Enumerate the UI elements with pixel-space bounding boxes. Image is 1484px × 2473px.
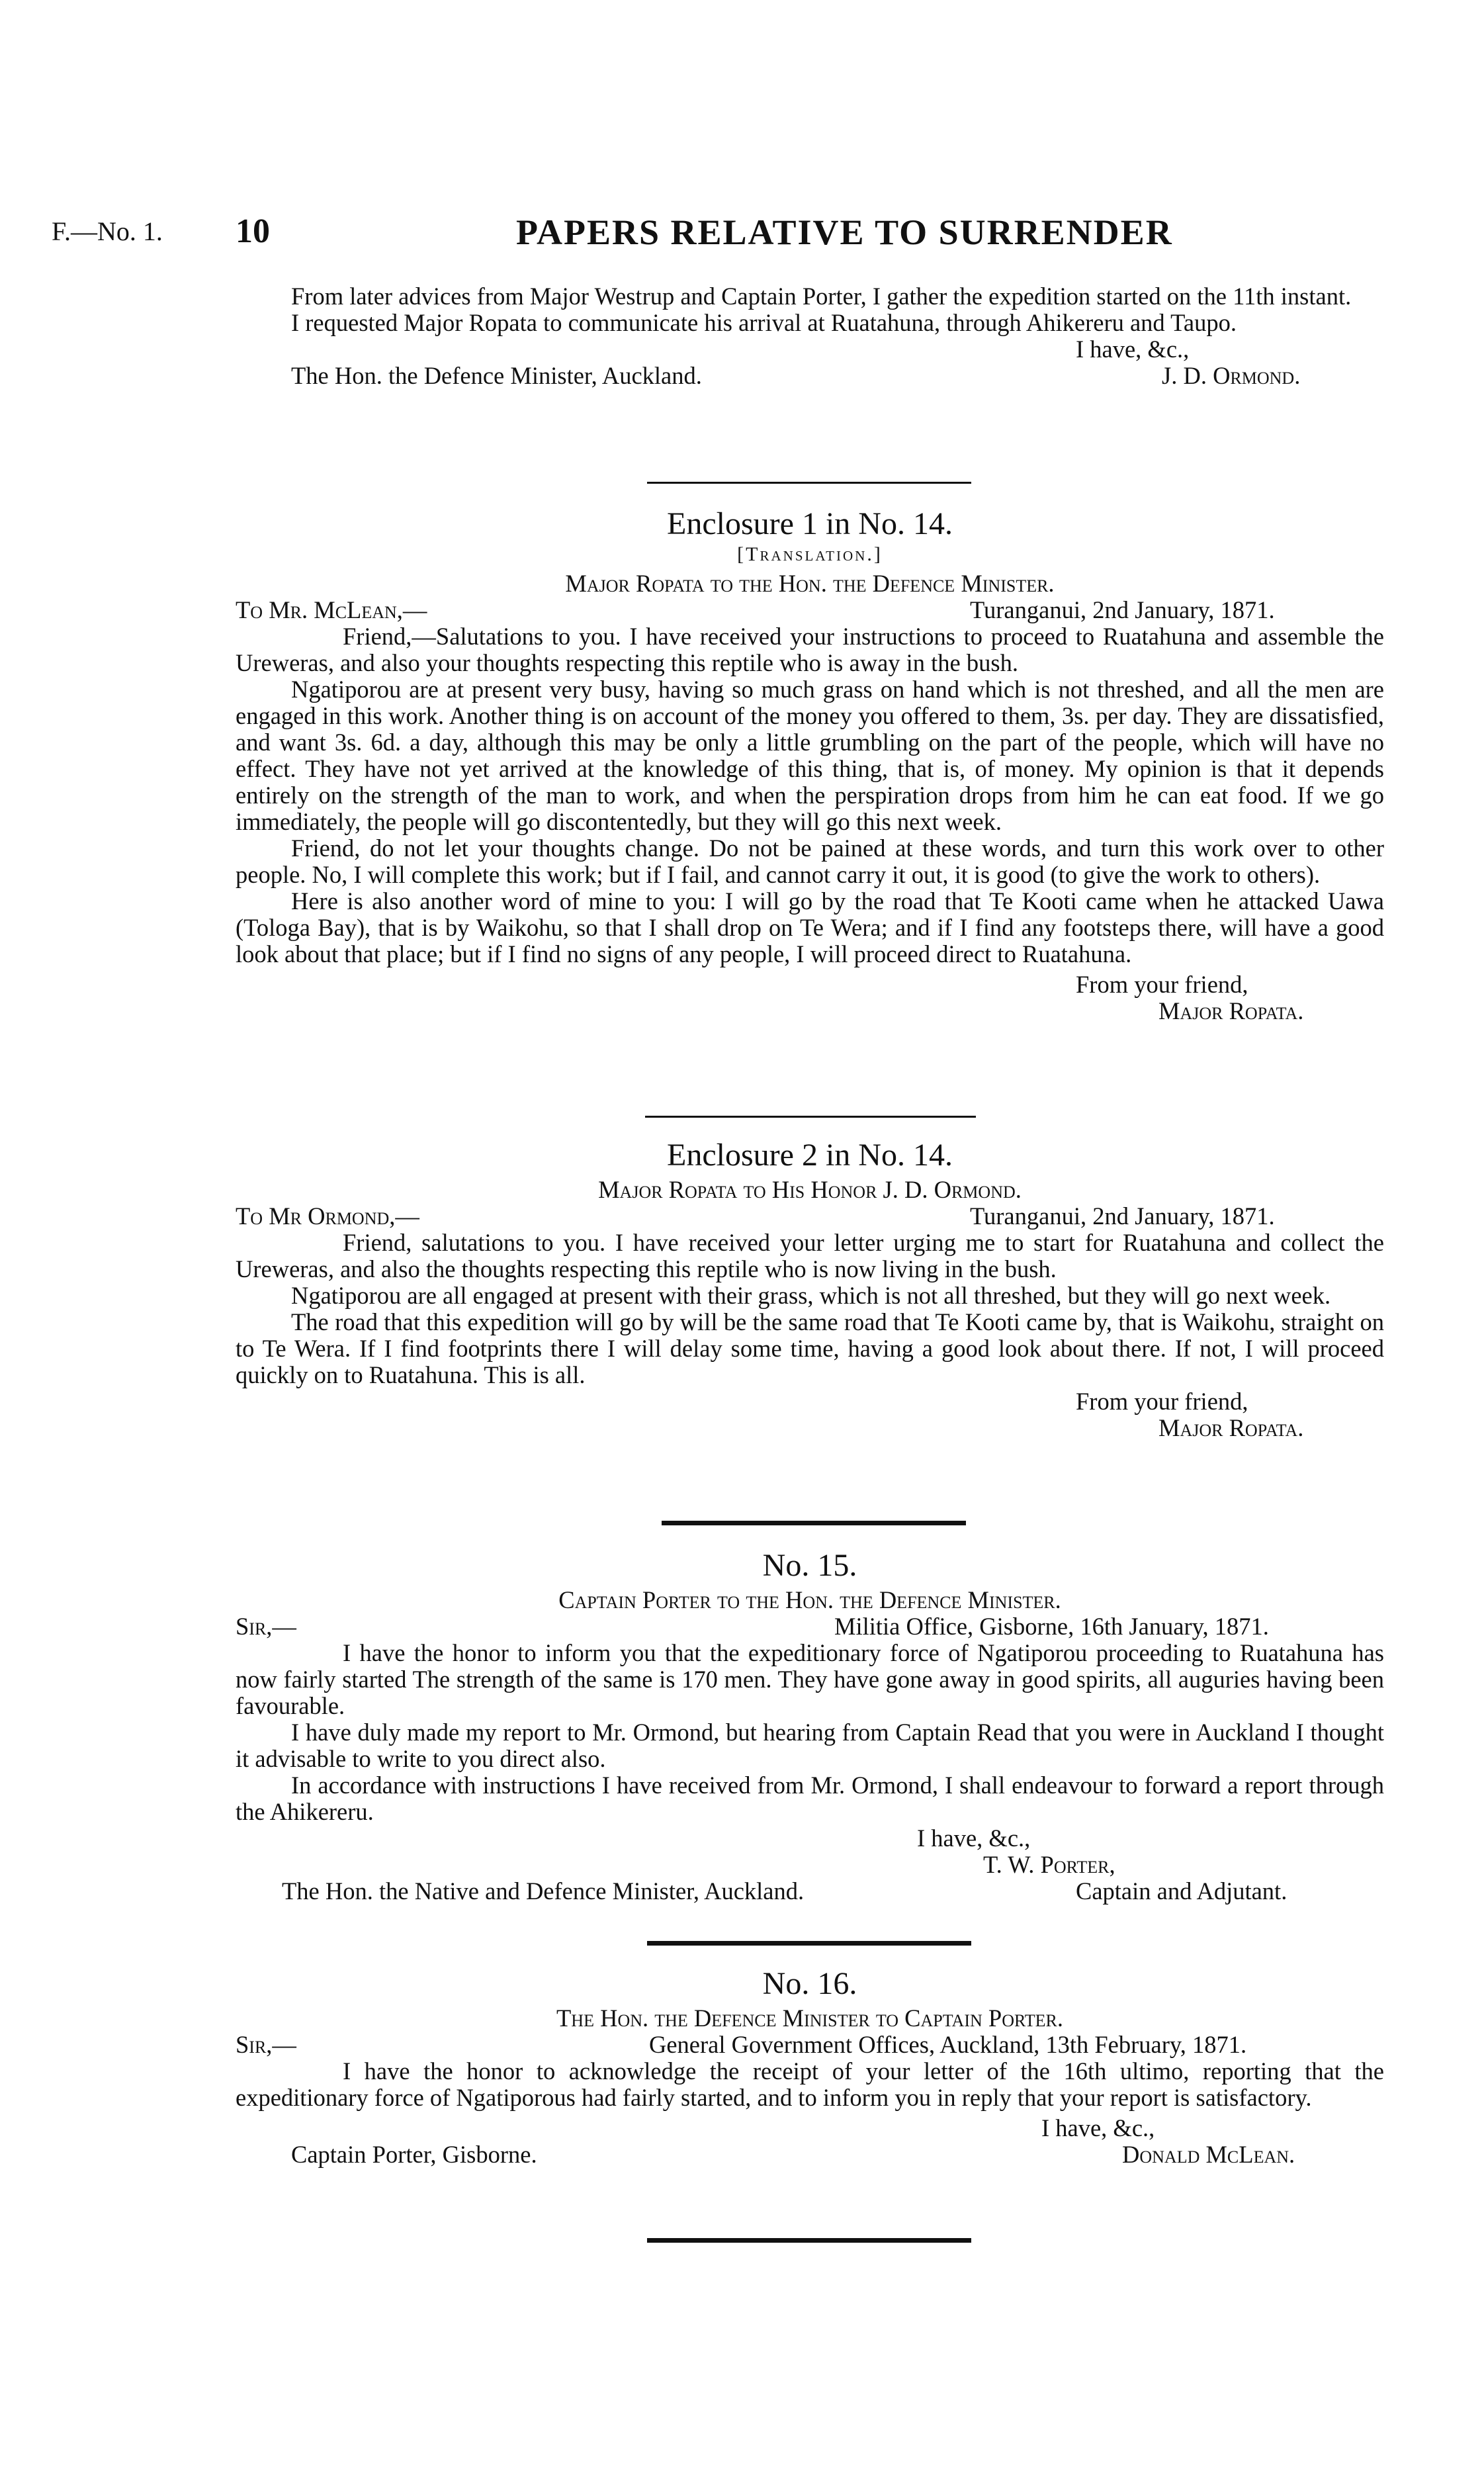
- closing: I have, &c.,: [1041, 2114, 1155, 2141]
- signatory-rank: Captain and Adjutant.: [1076, 1877, 1288, 1905]
- closing-row: [236, 1388, 1384, 1415]
- section-divider: [647, 482, 971, 484]
- letter-paragraph: I have duly made my report to Mr. Ormond, but hearing from Captain Read that you were in Auckland I thought it advisable to write to you direct also.: [236, 1719, 1384, 1772]
- place-date: Turanganui, 2nd January, 1871.: [970, 1202, 1275, 1230]
- salutation-row: [236, 2032, 1384, 2058]
- section-heading: No. 16.: [762, 1966, 857, 2001]
- letter-paragraph: I have the honor to inform you that the expeditionary force of Ngatiporou proceeding to Ruatahuna has now fairly started The strength of the same is 170 men. They have gone away in good spirits, all auguries having been favourable.: [236, 1639, 1384, 1719]
- section-divider: [645, 1116, 976, 1118]
- letter-paragraph: Ngatiporou are all engaged at present with their grass, which is not all threshed, but they will go next week.: [291, 1282, 1331, 1309]
- salutation-row: [236, 1613, 1384, 1640]
- intro-signature-row: [236, 363, 1384, 389]
- addressee: The Hon. the Defence Minister, Auckland.: [291, 362, 702, 389]
- intro-section: [236, 283, 1384, 389]
- intro-paragraph: From later advices from Major Westrup and Captain Porter, I gather the expedition started on the 11th instant.: [291, 283, 1352, 310]
- letter-no-15: [236, 1547, 1384, 1905]
- section-divider: [662, 1521, 966, 1525]
- letter-paragraph: Ngatiporou are at present very busy, having so much grass on hand which is not threshed, and all the men are engaged in this work. Another thing is on account of the money you offered to them, 3s. per day. They are dissatisfied, and want 3s. 6d. a day, although this may be only a little grumbling on the part of the people, which will have no effect. They have not yet arrived at the knowledge of this thing, that is, of money. My opinion is that it depends entirely on the strength of the man to work, and when the perspiration drops from him he can eat food. If we go immediately, the people will go discontentedly, but they will go this next week.: [236, 676, 1384, 835]
- closing: I have, &c.,: [917, 1824, 1031, 1852]
- letter-paragraph: I have the honor to acknowledge the receipt of your letter of the 16th ultimo, reporting that the expeditionary force of Ngatiporous had fairly started, and to inform you in reply that your report is satisfactory.: [236, 2057, 1384, 2111]
- translation-note: [Translation.]: [737, 543, 883, 565]
- addressee: The Hon. the Native and Defence Minister, Auckland.: [282, 1877, 805, 1905]
- page-title: PAPERS RELATIVE TO SURRENDER: [516, 212, 1173, 252]
- letter-paragraph: In accordance with instructions I have received from Mr. Ormond, I shall endeavour to forward a report through the Ahikereru.: [236, 1772, 1384, 1825]
- intro-closing-row: [236, 336, 1384, 363]
- letter-paragraph: Friend, do not let your thoughts change. Do not be pained at these words, and turn this work over to other people. No, I will complete this work; but if I fail, and cannot carry it out, it is good (to give the work to others).: [236, 834, 1384, 888]
- closing: From your friend,: [1076, 1388, 1248, 1415]
- section-subtitle: Major Ropata to the Hon. the Defence Minister.: [565, 570, 1055, 597]
- paper-reference: F.—No. 1.: [52, 216, 163, 246]
- salutation-row: [236, 597, 1384, 623]
- letter-no-16: [236, 1965, 1384, 2168]
- salutation-row: [236, 1203, 1384, 1230]
- signature: Major Ropata.: [1158, 997, 1304, 1024]
- letter-paragraph: The road that this expedition will go by will be the same road that Te Kooti came by, that is Waikohu, straight on to Te Wera. If I find footprints there I will delay some time, having a good look about there. If not, I will proceed quickly on to Ruatahuna. This is all.: [236, 1308, 1384, 1388]
- enclosure-2: [236, 1137, 1384, 1441]
- addressee-row: [236, 1878, 1384, 1905]
- section-heading: Enclosure 1 in No. 14.: [667, 506, 953, 541]
- salutation: To Mr Ormond,—: [236, 1202, 419, 1230]
- section-heading: Enclosure 2 in No. 14.: [667, 1138, 953, 1173]
- letter-paragraph: Here is also another word of mine to you: I will go by the road that Te Kooti came when he attacked Uawa (Tologa Bay), that is by Waikohu, so that I shall drop on Te Wera; and if I find any footsteps there, will have a good look about that place; but if I find no signs of any people, I will proceed direct to Ruatahuna.: [236, 887, 1384, 967]
- section-subtitle: The Hon. the Defence Minister to Captain Porter.: [556, 2004, 1063, 2032]
- signature: Donald McLean.: [1122, 2141, 1295, 2168]
- salutation: Sir,—: [236, 2031, 296, 2058]
- signature-row: [236, 1415, 1384, 1441]
- place-date: Militia Office, Gisborne, 16th January, 1871.: [834, 1613, 1269, 1640]
- signature-row: [236, 1852, 1384, 1878]
- signature-row: [236, 998, 1384, 1024]
- closing: From your friend,: [1076, 971, 1248, 998]
- salutation: Sir,—: [236, 1613, 296, 1640]
- closing-row: [236, 971, 1384, 998]
- closing-row: [236, 1825, 1384, 1852]
- closing: I have, &c.,: [1076, 336, 1190, 363]
- place-date: General Government Offices, Auckland, 13th February, 1871.: [649, 2031, 1247, 2058]
- signature: T. W. Porter,: [983, 1851, 1115, 1878]
- salutation: To Mr. McLean,—: [236, 596, 427, 623]
- place-date: Turanganui, 2nd January, 1871.: [970, 596, 1275, 623]
- letter-paragraph: Friend,—Salutations to you. I have received your instructions to proceed to Ruatahuna and assemble the Ureweras, and also your thoughts respecting this reptile who is away in the bush.: [236, 623, 1384, 676]
- closing-row: [236, 2115, 1384, 2141]
- section-divider: [647, 2238, 971, 2243]
- section-subtitle: Captain Porter to the Hon. the Defence Minister.: [558, 1586, 1061, 1613]
- intro-paragraph: I requested Major Ropata to communicate his arrival at Ruatahuna, through Ahikereru and Taupo.: [291, 309, 1237, 336]
- enclosure-1: [236, 506, 1384, 1024]
- signature-row: [236, 2141, 1384, 2168]
- addressee: Captain Porter, Gisborne.: [291, 2141, 537, 2168]
- section-heading: No. 15.: [762, 1548, 857, 1583]
- section-subtitle: Major Ropata to His Honor J. D. Ormond.: [598, 1176, 1022, 1203]
- page-number: 10: [236, 212, 270, 250]
- running-header: [0, 212, 1484, 258]
- signature: Major Ropata.: [1158, 1414, 1304, 1441]
- signature: J. D. Ormond.: [1162, 362, 1301, 389]
- letter-paragraph: Friend, salutations to you. I have received your letter urging me to start for Ruatahuna and collect the Ureweras, and also the thoughts respecting this reptile who is now living in the bush.: [236, 1229, 1384, 1282]
- section-divider: [647, 1941, 971, 1946]
